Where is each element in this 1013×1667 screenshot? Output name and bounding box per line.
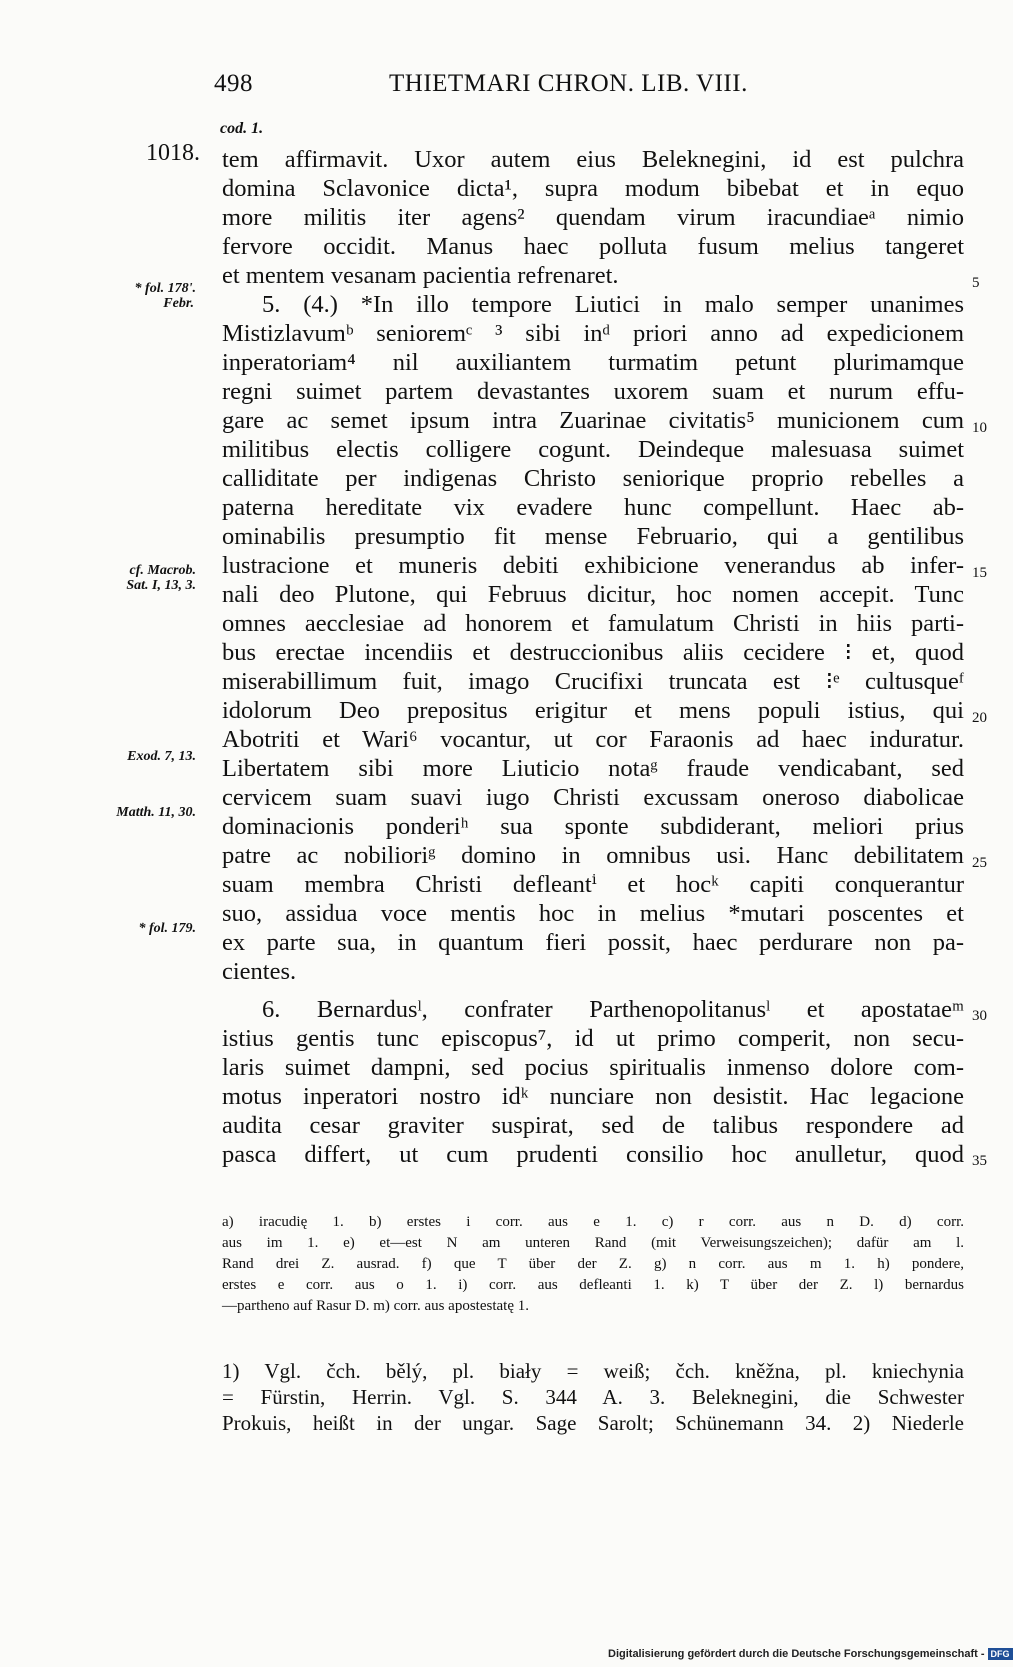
text-line: audita cesar graviter suspirat, sed de talibus respondere ad xyxy=(222,1112,964,1139)
text-line: pasca differt, ut cum prudenti consilio hoc anulletur, quod xyxy=(222,1141,964,1168)
apparatus-line: erstes e corr. aus o 1. i) corr. aus defleanti 1. k) T über der Z. l) bernardus xyxy=(222,1277,964,1293)
source-ref-matth: Matth. 11, 30. xyxy=(116,805,196,820)
text-line: calliditate per indigenas Christo seniorique proprio rebelles a xyxy=(222,465,964,492)
text-line: istius gentis tunc episcopus⁷, id ut primo comperit, non secu- xyxy=(222,1025,964,1052)
digitization-credit xyxy=(608,1648,1013,1660)
footnote-line: 1) Vgl. čch. bělý, pl. biały = weiß; čch. kněžna, pl. kniechynia xyxy=(222,1359,964,1383)
text-line: lustracione et muneris debiti exhibicione venerandus ab infer- xyxy=(222,552,964,579)
text-line: patre ac nobilioriᵍ domino in omnibus usi. Hanc debilitatem xyxy=(222,842,964,869)
line-number: 25 xyxy=(972,855,987,871)
footnotes xyxy=(222,1358,964,1436)
text-line: tem affirmavit. Uxor autem eius Beleknegini, id est pulchra xyxy=(222,146,964,173)
apparatus-line: —partheno auf Rasur D. m) corr. aus apostestatę 1. xyxy=(222,1298,529,1314)
text-line: nali deo Plutone, qui Februus dicitur, hoc nomen accepit. Tunc xyxy=(222,581,964,608)
year-marker: 1018. xyxy=(146,140,200,166)
source-ref-macrob-1: cf. Macrob. xyxy=(129,563,196,578)
apparatus-line: a) iracudię 1. b) erstes i corr. aus e 1. c) r corr. aus n D. d) corr. xyxy=(222,1214,964,1230)
text-line: ex parte sua, in quantum fieri possit, haec perdurare non pa- xyxy=(222,929,964,956)
text-line: motus inperatori nostro idᵏ nunciare non desistit. Hac legacione xyxy=(222,1083,964,1110)
text-line: domina Sclavonice dicta¹, supra modum bibebat et in equo xyxy=(222,175,964,202)
critical-apparatus xyxy=(222,1212,964,1317)
text-line: inperatoriam⁴ nil auxiliantem turmatim petunt plurimamque xyxy=(222,349,964,376)
text-line: 5. (4.) *In illo tempore Liutici in malo semper unanimes xyxy=(262,291,964,318)
running-header xyxy=(214,70,774,104)
text-line: suo, assidua voce mentis hoc in melius *mutari poscentes et xyxy=(222,900,964,927)
month-marker: Febr. xyxy=(163,296,194,311)
apparatus-line: aus im 1. e) et—est N am unteren Rand (mit Verweisungszeichen); dafür am l. xyxy=(222,1235,964,1251)
text-line: Mistizlavumᵇ senioremᶜ ³ sibi inᵈ priori anno ad expedicionem xyxy=(222,320,964,347)
main-text xyxy=(222,145,964,1169)
line-number: 20 xyxy=(972,710,987,726)
text-line: idolorum Deo prepositus erigitur et mens populi istius, qui xyxy=(222,697,964,724)
text-line: bus erectae incendiis et destruccionibus aliis cecidere ⁝ et, quod xyxy=(222,639,964,666)
folio-marker-178: * fol. 178'. xyxy=(134,281,196,296)
source-ref-macrob-2: Sat. I, 13, 3. xyxy=(126,578,196,593)
text-line: suam membra Christi defleantⁱ et hocᵏ capiti conquerantur xyxy=(222,871,964,898)
line-number: 5 xyxy=(972,275,980,291)
text-line: militibus electis colligere cogunt. Deindeque malesuasa suimet xyxy=(222,436,964,463)
source-ref-exod: Exod. 7, 13. xyxy=(127,749,196,764)
apparatus-line: Rand drei Z. ausrad. f) que T über der Z. g) n corr. aus m 1. h) pondere, xyxy=(222,1256,964,1272)
text-line: Libertatem sibi more Liuticio notaᵍ fraude vendicabant, sed xyxy=(222,755,964,782)
folio-marker-179: * fol. 179. xyxy=(138,921,196,936)
text-line: cervicem suam suavi iugo Christi excussam oneroso diabolicae xyxy=(222,784,964,811)
text-line: paterna hereditate vix evadere hunc compellunt. Haec ab- xyxy=(222,494,964,521)
text-line: dominacionis ponderiʰ sua sponte subdiderant, meliori prius xyxy=(222,813,964,840)
text-line: fervore occidit. Manus haec polluta fusum melius tangeret xyxy=(222,233,964,260)
text-line: Abotriti et Wari⁶ vocantur, ut cor Faraonis ad haec induratur. xyxy=(222,726,964,753)
dfg-logo: DFG xyxy=(988,1648,1013,1660)
text-line: omnes aecclesiae ad honorem et famulatum Christi in hiis parti- xyxy=(222,610,964,637)
text-line: regni suimet partem devastantes uxorem suam et nurum effu- xyxy=(222,378,964,405)
text-line: miserabillimum fuit, imago Crucifixi truncata est ⁝ᵉ cultusqueᶠ xyxy=(222,668,964,695)
text-line: cientes. xyxy=(222,958,297,985)
text-line: laris suimet dampni, sed pocius spiritualis inmenso dolore com- xyxy=(222,1054,964,1081)
text-line: gare ac semet ipsum intra Zuarinae civitatis⁵ municionem cum xyxy=(222,407,964,434)
credit-text: Digitalisierung gefördert durch die Deutsche Forschungsgemeinschaft - xyxy=(608,1648,985,1660)
text-line: 6. Bernardusˡ, confrater Parthenopolitanusˡ et apostataeᵐ xyxy=(262,996,964,1023)
line-number: 15 xyxy=(972,565,987,581)
footnote-line: = Fürstin, Herrin. Vgl. S. 344 A. 3. Beleknegini, die Schwester xyxy=(222,1385,964,1409)
manuscript-note: cod. 1. xyxy=(220,120,264,137)
running-title: THIETMARI CHRON. LIB. VIII. xyxy=(389,70,748,97)
line-number: 35 xyxy=(972,1153,987,1169)
text-line: ominabilis presumptio fit mense Februario, qui a gentilibus xyxy=(222,523,964,550)
footnote-line: Prokuis, heißt in der ungar. Sage Sarolt; Schünemann 34. 2) Niederle xyxy=(222,1411,964,1435)
text-line: et mentem vesanam pacientia refrenaret. xyxy=(222,262,619,289)
text-line: more militis iter agens² quendam virum iracundiaeᵃ nimio xyxy=(222,204,964,231)
line-number: 30 xyxy=(972,1008,987,1024)
page-number: 498 xyxy=(214,70,253,97)
line-number: 10 xyxy=(972,420,987,436)
